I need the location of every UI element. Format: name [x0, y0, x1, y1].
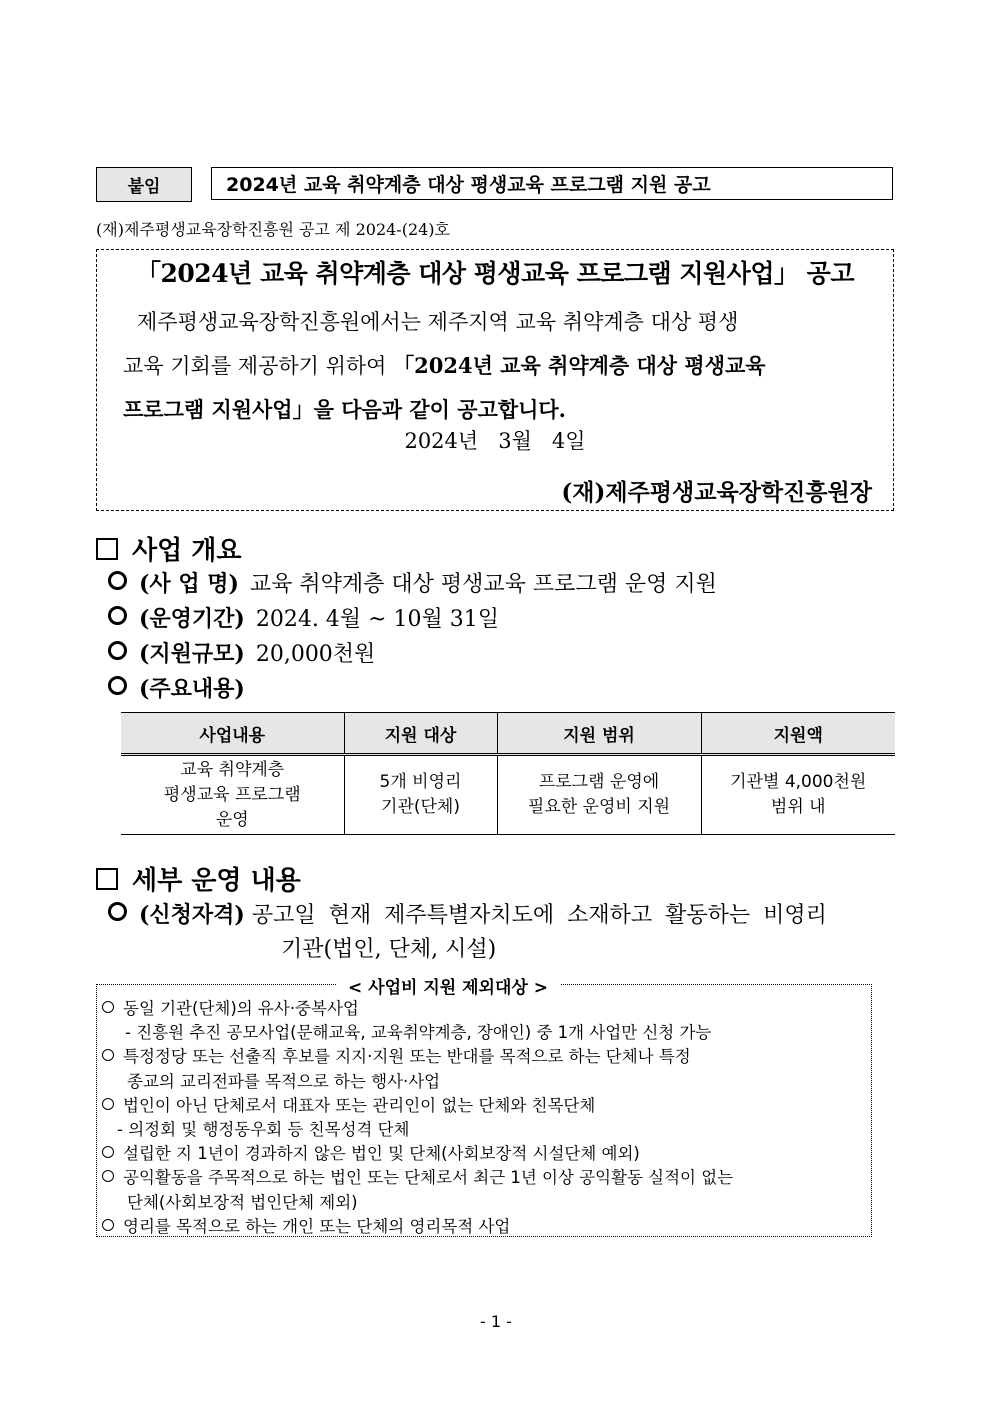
circle-icon — [102, 1146, 114, 1158]
eligibility-item: (신청자격) 공고일 현재 제주특별자치도에 소재하고 활동하는 비영리 — [108, 898, 898, 929]
notice-body-line3: 프로그램 지원사업」을 다음과 같이 공고합니다. — [123, 397, 566, 422]
section-overview-heading: 사업 개요 — [96, 530, 242, 567]
notice-date: 2024년 3월 4일 — [404, 429, 586, 453]
circle-icon — [102, 1049, 114, 1061]
circle-bullet-icon — [108, 902, 127, 921]
notice-signature: (재)제주평생교육장학진흥원장 — [561, 479, 872, 506]
eligibility-continuation: 기관(법인, 단체, 시설) — [281, 937, 497, 962]
circle-icon — [102, 1219, 114, 1231]
overview-item: (주요내용) — [108, 672, 249, 703]
list-item: - 진흥원 추진 공모사업(문해교육, 교육취약계층, 장애인) 중 1개 사업만 신청 가능 — [125, 1023, 712, 1043]
attachment-tag: 붙임 — [96, 167, 192, 202]
section-details-heading: 세부 운영 내용 — [96, 860, 301, 897]
list-item: 특정정당 또는 선출직 후보를 지지·지원 또는 반대를 목적으로 하는 단체나 특정 — [99, 1045, 859, 1069]
circle-bullet-icon — [108, 606, 127, 625]
notice-body — [123, 300, 871, 432]
circle-icon — [102, 1170, 114, 1182]
table-header: 지원 범위 — [497, 713, 701, 755]
list-item: - 의정회 및 행정동우회 등 친목성격 단체 — [117, 1120, 410, 1140]
circle-bullet-icon — [108, 571, 127, 590]
circle-bullet-icon — [108, 641, 127, 660]
list-item: 종교의 교리전파를 목적으로 하는 행사·사업 — [127, 1071, 441, 1091]
list-item: 동일 기관(단체)의 유사·중복사업 — [99, 997, 859, 1021]
square-bullet-icon — [96, 538, 118, 560]
page-number: - 1 - — [480, 1312, 512, 1331]
exclusions-list — [99, 997, 859, 1239]
table-header-row — [121, 713, 895, 755]
table-cell-amount: 기관별 4,000천원 범위 내 — [701, 755, 895, 835]
table-cell-target: 5개 비영리 기관(단체) — [344, 755, 497, 835]
list-item: 단체(사회보장적 법인단체 제외) — [127, 1192, 358, 1212]
document-title: 2024년 교육 취약계층 대상 평생교육 프로그램 지원 공고 — [211, 167, 893, 200]
exclusions-title: < 사업비 지원 제외대상 > — [336, 973, 560, 998]
table-header: 지원 대상 — [344, 713, 497, 755]
overview-item: (사 업 명) 교육 취약계층 대상 평생교육 프로그램 운영 지원 — [108, 567, 717, 598]
overview-item: (지원규모) 20,000천원 — [108, 637, 375, 668]
table-cell-scope: 프로그램 운영에 필요한 운영비 지원 — [497, 755, 701, 835]
circle-icon — [102, 1001, 114, 1013]
list-item: 공익활동을 주목적으로 하는 법인 또는 단체로서 최근 1년 이상 공익활동 실적이 없는 — [99, 1166, 859, 1190]
notice-number: (재)제주평생교육장학진흥원 공고 제 2024-(24)호 — [96, 220, 451, 239]
table-row — [121, 755, 895, 835]
notice-body-line2: 교육 기회를 제공하기 위하여 「2024년 교육 취약계층 대상 평생교육 — [123, 353, 766, 378]
overview-item: (운영기간) 2024. 4월 ~ 10월 31일 — [108, 602, 499, 633]
notice-body-line1: 제주평생교육장학진흥원에서는 제주지역 교육 취약계층 대상 평생 — [137, 310, 739, 334]
table-cell-content: 교육 취약계층 평생교육 프로그램 운영 — [121, 755, 344, 835]
list-item: 영리를 목적으로 하는 개인 또는 단체의 영리목적 사업 — [99, 1215, 859, 1239]
support-table — [121, 712, 895, 835]
circle-bullet-icon — [108, 676, 127, 695]
list-item: 법인이 아닌 단체로서 대표자 또는 관리인이 없는 단체와 친목단체 — [99, 1094, 859, 1118]
circle-icon — [102, 1098, 114, 1110]
table-header: 지원액 — [701, 713, 895, 755]
list-item: 설립한 지 1년이 경과하지 않은 법인 및 단체(사회보장적 시설단체 예외) — [99, 1142, 859, 1166]
table-header: 사업내용 — [121, 713, 344, 755]
notice-heading: 「2024년 교육 취약계층 대상 평생교육 프로그램 지원사업」 공고 — [136, 259, 854, 288]
square-bullet-icon — [96, 868, 118, 890]
